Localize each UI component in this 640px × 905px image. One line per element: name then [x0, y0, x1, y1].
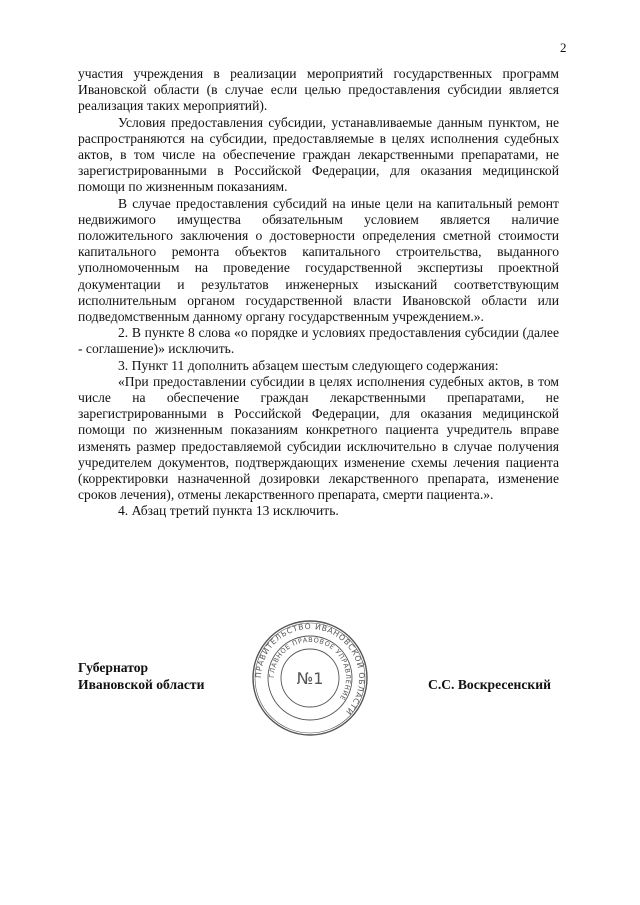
paragraph-quoted-insert: «При предоставлении субсидии в целях исполнения судебных актов, в том числе на обеспечение граждан лекарственными препаратами, не зарегистрированными в Российской Федерации, для оказания медицинской помощи по жизненным показаниям конкретного пациента учредитель вправе изменять размер предоставляемой субсидии исключительно в случае получения учредителем документов, подтверждающих изменение схемы лечения пациента (корректировки назначенной дозировки лекарственного препарата, изменение сроков лечения), отмены лекарственного препарата, смерти пациента.». — [78, 373, 559, 503]
paragraph-item-2: 2. В пункте 8 слова «о порядке и условиях предоставления субсидии (далее - соглашение)» исключить. — [78, 325, 559, 357]
paragraph-capital-repair: В случае предоставления субсидий на иные цели на капитальный ремонт недвижимого имущества обязательным условием является наличие положительного заключения о достоверности определения сметной стоимости капитального ремонта объектов капитального строительства, выданного уполномоченным на проведение государственной экспертизы проектной документации и результатов инженерных изысканий соответствующим исполнительным органом государственной власти Ивановской области или подведомственным данному органу государственным учреждением.». — [78, 195, 559, 325]
stamp-number: №1 — [296, 669, 324, 688]
stamp-inner-text: ГЛАВНОЕ ПРАВОВОЕ УПРАВЛЕНИЕ — [267, 635, 353, 703]
stamp-outer-text: ПРАВИТЕЛЬСТВО ИВАНОВСКОЙ ОБЛАСТИ — [253, 621, 367, 717]
paragraph-conditions: Условия предоставления субсидии, устанавливаемые данным пунктом, не распространяются на субсидии, предоставляемые в целях исполнения судебных актов, в том числе на обеспечение граждан лекарственными препаратами, не зарегистрированными в Российской Федерации, для оказания медицинской помощи по жизненным показаниям. — [78, 114, 559, 195]
signatory-name: С.С. Воскресенский — [428, 677, 551, 692]
signatory-title-line1: Губернатор — [78, 660, 149, 675]
paragraph-continuation: участия учреждения в реализации мероприятий государственных программ Ивановской области (в случае если целью предоставления субсидии является реализация таких мероприятий). — [78, 66, 559, 114]
document-body — [78, 66, 559, 520]
signatory-title — [78, 659, 204, 693]
paragraph-item-3: 3. Пункт 11 дополнить абзацем шестым следующего содержания: — [118, 357, 499, 373]
official-stamp — [250, 618, 370, 738]
page-number: 2 — [560, 40, 567, 55]
signatory-title-line2: Ивановской области — [78, 677, 205, 692]
paragraph-item-4: 4. Абзац третий пункта 13 исключить. — [118, 503, 339, 519]
